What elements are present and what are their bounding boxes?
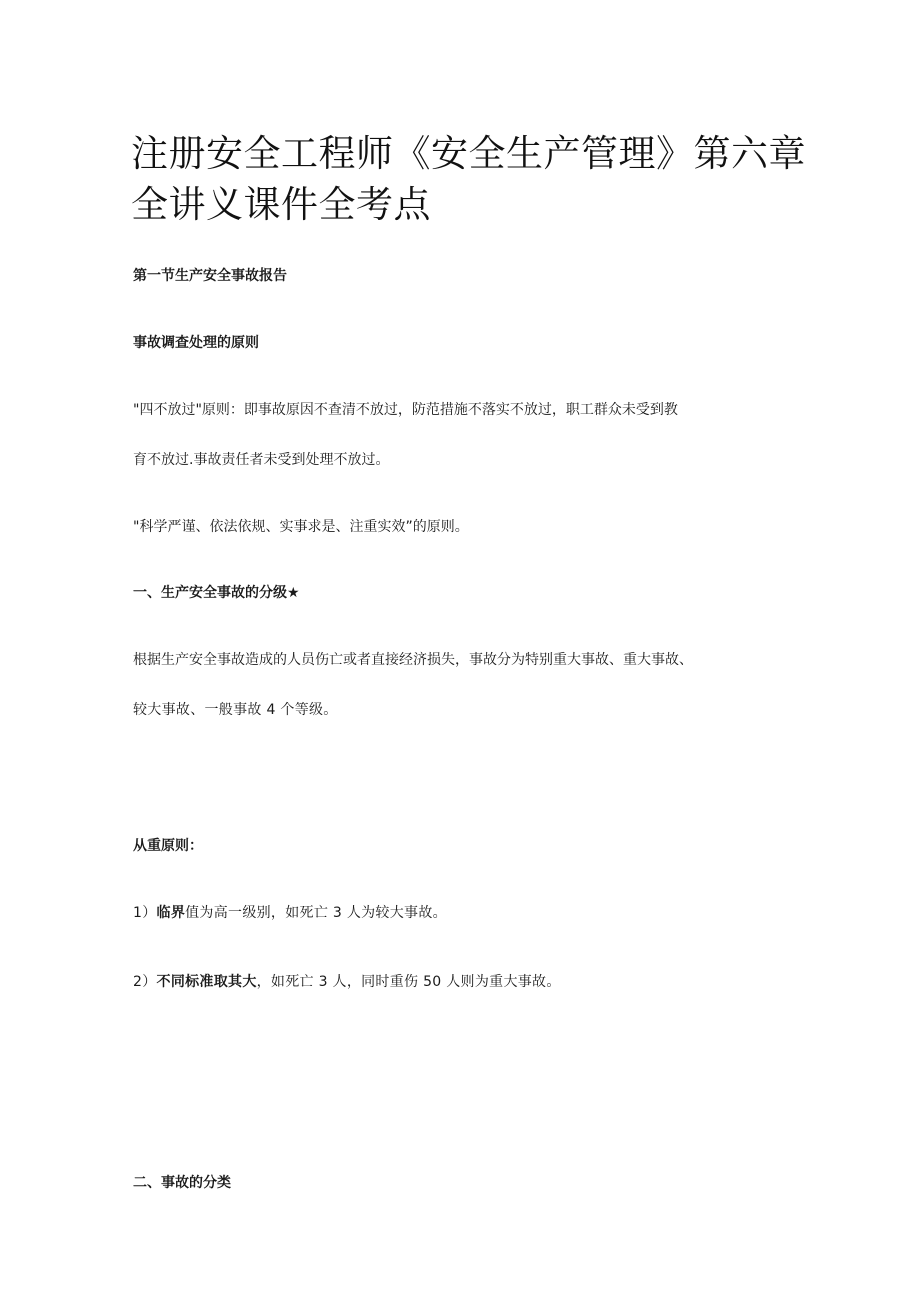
classification-heading: 二、事故的分类 [133, 1175, 231, 1191]
rule-2 [133, 972, 561, 992]
rule-2-number: 2） [133, 974, 157, 990]
rule-2-keyword: 不同标准取其大 [156, 974, 257, 990]
rule-1-keyword: 临界 [156, 905, 186, 921]
grading-text-line-2: 较大事故、一般事故 4 个等级。 [133, 702, 338, 718]
rule-1-number: 1） [133, 905, 157, 921]
four-not-pass-line-1: "四不放过"原则：即事故原因不查清不放过，防范措施不落实不放过，职工群众未受到教 [133, 402, 678, 418]
grading-text-line-1: 根据生产安全事故造成的人员伤亡或者直接经济损失，事故分为特别重大事故、重大事故、 [133, 652, 693, 668]
principles-heading: 事故调查处理的原则 [133, 335, 259, 351]
section-heading: 第一节生产安全事故报告 [133, 268, 287, 284]
rule-2-text: ，如死亡 3 人，同时重伤 50 人则为重大事故。 [256, 974, 561, 990]
document-title: 注册安全工程师《安全生产管理》第六章全讲义课件全考点 [131, 132, 806, 226]
four-not-pass-line-2: 育不放过.事故责任者未受到处理不放过。 [133, 452, 390, 468]
scientific-principle-text: "科学严谨、依法依规、实事求是、注重实效”的原则。 [133, 519, 469, 535]
grading-heading: 一、生产安全事故的分级★ [133, 585, 300, 601]
rule-1 [133, 903, 447, 923]
heavier-principle-heading: 从重原则： [133, 838, 203, 854]
rule-1-text: 值为高一级别，如死亡 3 人为较大事故。 [185, 905, 447, 921]
